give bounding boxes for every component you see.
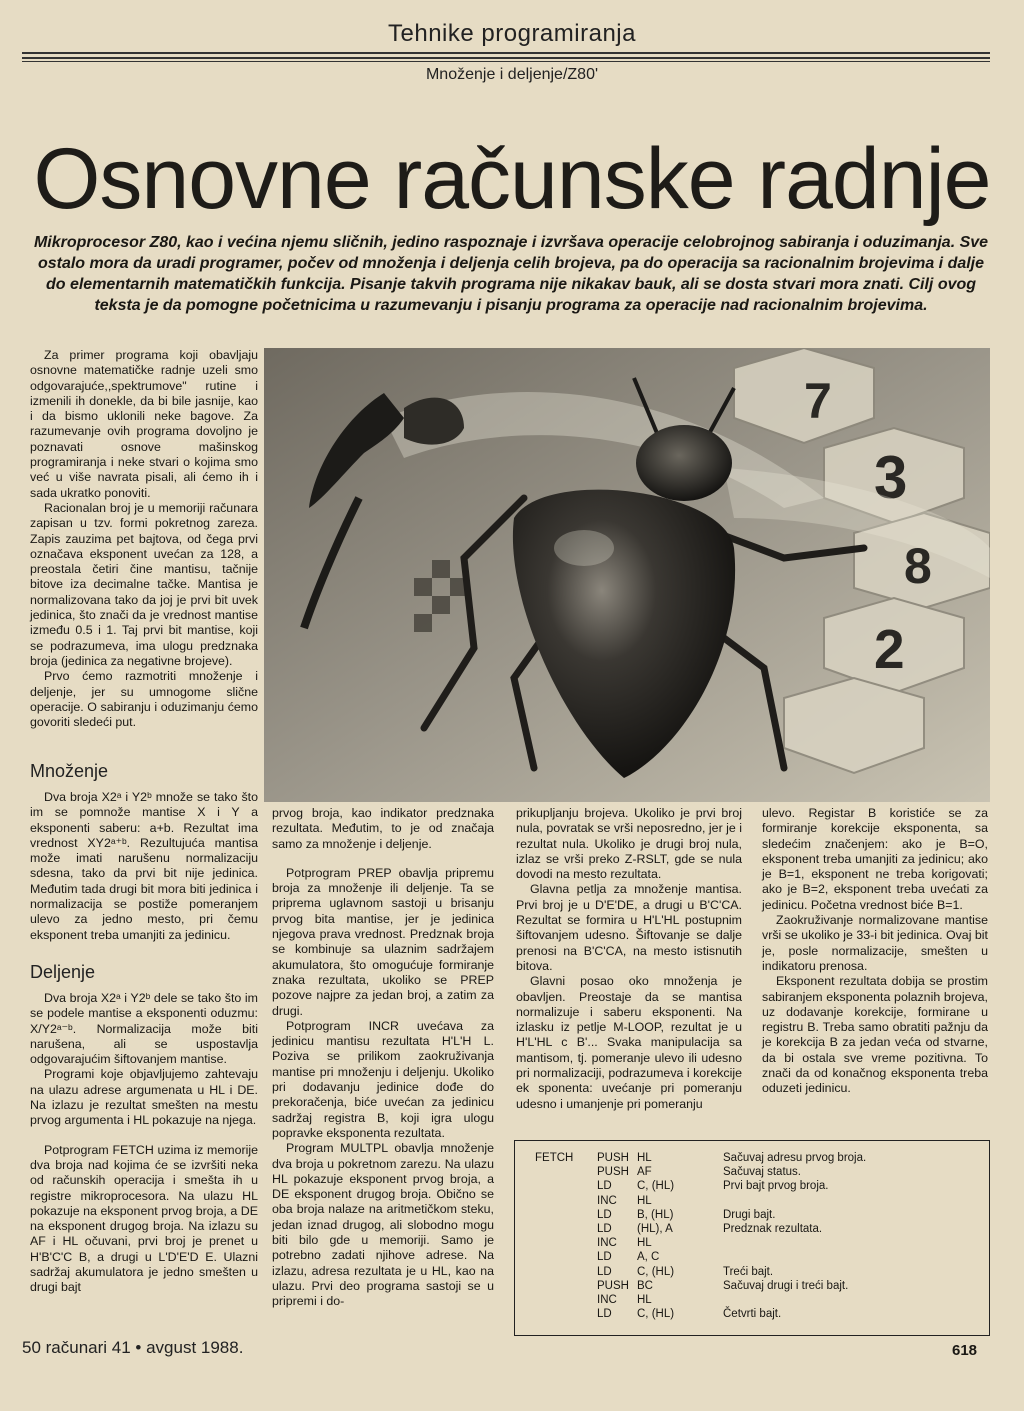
code-listing xyxy=(535,1151,983,1321)
listing-op: LD xyxy=(597,1308,612,1321)
listing-label xyxy=(535,1179,597,1193)
listing-op: PUSH xyxy=(597,1166,629,1179)
listing-comment: Predznak rezultata. xyxy=(723,1223,823,1236)
listing-comment: Prvi bajt prvog broja. xyxy=(723,1180,829,1193)
listing-arg: HL xyxy=(637,1237,652,1250)
listing-row xyxy=(535,1179,983,1193)
listing-label xyxy=(535,1236,597,1250)
section-title: Tehnike programiranja xyxy=(388,20,636,47)
footer-issue: 50 računari 41 • avgust 1988. xyxy=(22,1338,244,1357)
paragraph: Dva broja X2ᵃ i Y2ᵇ dele se tako što im se podele mantise a eksponenti oduzmu: X/Y2ᵃ⁻ᵇ. Normalizacija može biti narušena, ali se uspostavlja odgovarajućim šiftovanjem mantise. xyxy=(30,991,258,1067)
listing-comment xyxy=(723,1293,983,1307)
column-1-upper xyxy=(30,348,258,730)
listing-arg: HL xyxy=(637,1294,652,1307)
column-3 xyxy=(516,806,742,1112)
paragraph: prikupljanju brojeva. Ukoliko je prvi broj nula, povratak se vrši neposredno, jer je i rezultat nula. Ukoliko je drugi broj nula, izlaz se vrši preko Z-RSLT, gde se nula dovodi na mesto rezultata. xyxy=(516,806,742,882)
listing-label xyxy=(535,1208,597,1222)
listing-label xyxy=(535,1222,597,1236)
listing-row xyxy=(535,1208,983,1222)
listing-op: PUSH xyxy=(597,1279,629,1292)
header-rule-middle xyxy=(22,57,990,59)
paragraph: prvog broja, kao indikator predznaka rezultata. Međutim, to je od značaja samo za množenje i deljenje. xyxy=(272,806,494,851)
paragraph: Potprogram FETCH uzima iz memorije dva broja nad kojima će se izvršiti neka od računskih operacija i smešta ih u registre mikroprocesora. Na ulazu HL pokazuje na eksponent prvog broja, a DE na eksponent drugog broja. Na izlazu su AF i HL očuvani, prvi broj je prenet u H'B'C'C B, a drugi u L'D'E'D E. Ulazni sadržaj akumulatora je jedno smešten u drugi bajt xyxy=(30,1142,258,1295)
listing-row xyxy=(535,1222,983,1236)
article-title: Osnovne računske radnje xyxy=(33,131,991,227)
svg-text:3: 3 xyxy=(874,444,908,511)
listing-row xyxy=(535,1151,983,1165)
listing-op: INC xyxy=(597,1194,617,1207)
listing-arg: C, (HL) xyxy=(637,1308,675,1321)
section-subtitle: Množenje i deljenje/Z80' xyxy=(425,66,599,83)
svg-text:7: 7 xyxy=(804,373,832,429)
paragraph: ulevo. Registar B koristiće se za formiranje korekcije eksponenta, sa sledećim značenjem: ako je B=O, eksponent treba umanjiti za jedinicu; ako je B=1, eksponent ne treba korigovati; ako je B=2, eksponent treba uvećati za jedinicu. Početna vrednost biće B=1. xyxy=(762,806,988,912)
code-listing-box xyxy=(514,1140,990,1336)
lead-paragraph: Mikroprocesor Z80, kao i većina njemu sličnih, jedino raspoznaje i izvršava operacije celobrojnog sabiranja i oduzimanja. Sve ostalo mora da uradi programer, počev od množenja i deljenja celih brojeva, pa do operacija sa racionalnim brojevima i dalje do elementarnih matematičkih funkcija. Pisanje takvih programa nije nikakav bauk, ali se dosta stvari mora znati. Cilj ovog teksta je da pomogne početnicima u razumevanju i pisanju programa za operacije nad racionalnim brojevima. xyxy=(33,234,989,314)
paragraph: Za primer programa koji obavljaju osnovne matematičke radnje uzeli smo odgovarajuće,,spektrumove" rutine i izmenili ih donekle, da bi bile jasnije, kao i da bismo uklonili neke bagove. Za razumevanje ovih programa dovoljno je poznavati osnove mašinskog programiranja i neke stvari o kojima smo već u više navrata pisali, ali ćemo ih i sada ukratko ponoviti. xyxy=(30,348,258,500)
listing-label xyxy=(535,1250,597,1264)
column-1-multiplication xyxy=(30,790,258,943)
listing-label xyxy=(535,1293,597,1307)
listing-op: LD xyxy=(597,1180,612,1193)
listing-label xyxy=(535,1265,597,1279)
listing-label xyxy=(535,1307,597,1321)
listing-arg: C, (HL) xyxy=(637,1180,675,1193)
listing-comment: Drugi bajt. xyxy=(723,1208,776,1221)
listing-label xyxy=(535,1165,597,1179)
paragraph: Glavni posao oko množenja je obavljen. Preostaje da se mantisa normalizuje i saberu eksponenti. Na izlasku iz petlje M-LOOP, rezultat je u H'L'HL c B'... Svaka manipulacija sa mantisom, tj. pomeranje ulevo ili udesno pri normalizaciji, podrazumeva i korekcije ek sponenta: uvećanje pri pomeranju udesno i umanjenje pri pomeranju xyxy=(516,974,742,1111)
listing-comment: Sačuvaj adresu prvog broja. xyxy=(723,1152,867,1164)
paragraph: Prvo ćemo razmotriti množenje i deljenje, jer su umnogome slične operacije. O sabiranju i oduzimanju ćemo govoriti sledeći put. xyxy=(30,669,258,730)
paragraph: Racionalan broj je u memoriji računara zapisan u tzv. formi pokretnog zareza. Zapis zauzima pet bajtova, od čega prvi označava eksponent uvećan za 128, a preostala četiri čine mantisu, tačnije bitove iza decimalne tačke. Mantisa je normalizovana tako da joj je prvi bit uvek jedinica, što znači da je vrednost mantise između 0.5 i 1. Taj prvi bit mantise, koji se podrazumeva, ima ulogu predznaka broja (jedinica za negativne brojeve). xyxy=(30,500,258,668)
listing-label: FETCH xyxy=(535,1152,574,1164)
listing-arg: BC xyxy=(637,1279,653,1292)
listing-op: LD xyxy=(597,1265,612,1278)
listing-comment xyxy=(723,1194,983,1208)
listing-row xyxy=(535,1265,983,1279)
listing-row xyxy=(535,1307,983,1321)
paragraph: Potprogram PREP obavlja pripremu broja za množenje ili deljenje. Ta se priprema uglavnom sastoji u brisanju prvog bita mantise, jer je jedinica njegova prava vrednost. Predznak broja se kombinuje sa ulaznim sadržajem akumulatora, što omogućuje formiranje znaka rezultata, ukoliko se PREP pozove najpre za jedan broj, a zatim za drugi. xyxy=(272,865,494,1018)
listing-arg: HL xyxy=(637,1194,652,1207)
listing-op: LD xyxy=(597,1208,612,1221)
listing-comment: Sačuvaj drugi i treći bajt. xyxy=(723,1279,849,1292)
svg-text:8: 8 xyxy=(904,538,932,594)
listing-row xyxy=(535,1194,983,1208)
listing-op: PUSH xyxy=(597,1152,629,1164)
paragraph: Eksponent rezultata dobija se prostim sabiranjem eksponenta polaznih brojeva, uz dodavanje korekcije, formirane u registru B. Treba samo obratiti pažnju da je korekcija B za jedan veća od stvarne, da bi ostala sve vreme pozitivna. To znači da od konačnog eksponenta treba oduzeti jedinicu. xyxy=(762,974,988,1096)
bee-illustration xyxy=(264,348,990,802)
header-rule-top xyxy=(22,52,990,54)
listing-comment: Četvrti bajt. xyxy=(723,1308,782,1321)
listing-row xyxy=(535,1236,983,1250)
paragraph: Zaokruživanje normalizovane mantise vrši se ukoliko je 33-i bit jedinica. Ovaj bit je, posle normalizacije, smešten u indikatoru prenosa. xyxy=(762,913,988,973)
listing-row xyxy=(535,1279,983,1293)
listing-comment xyxy=(723,1236,983,1250)
heading-division: Deljenje xyxy=(30,962,96,982)
listing-arg: AF xyxy=(637,1166,652,1179)
column-2 xyxy=(272,806,494,1310)
listing-arg: B, (HL) xyxy=(637,1208,674,1221)
listing-row xyxy=(535,1293,983,1307)
svg-text:2: 2 xyxy=(874,618,905,680)
heading-multiplication: Množenje xyxy=(30,761,109,781)
listing-op: INC xyxy=(597,1294,617,1307)
listing-arg: (HL), A xyxy=(637,1223,673,1236)
column-4 xyxy=(762,806,988,1097)
listing-label xyxy=(535,1279,597,1293)
listing-comment: Treći bajt. xyxy=(723,1265,774,1278)
listing-op: LD xyxy=(597,1251,612,1264)
paragraph: Program MULTPL obavlja množenje dva broja u pokretnom zarezu. Na ulazu HL pokazuje eksponent prvog broja, a DE eksponent drugog broja. Obično se oba broja nalaze na aritmetičkom steku, jedan iznad drugog, ali slobodno mogu biti bilo gde u memoriji. Samo je potrebno zadati njihove adrese. Na izlazu, adresa rezultata je u HL, kao na ulazu. Prvi deo programa sastoji se u pripremi i do- xyxy=(272,1141,494,1309)
page-number: 618 xyxy=(952,1342,978,1359)
listing-op: LD xyxy=(597,1223,612,1236)
listing-arg: C, (HL) xyxy=(637,1265,675,1278)
listing-arg: A, C xyxy=(637,1251,660,1264)
paragraph: Programi koje objavljujemo zahtevaju na ulazu adrese argumenata u HL i DE. Na izlazu je rezultat smešten na mestu prvog argumenta i HL pokazuje na njega. xyxy=(30,1067,258,1128)
listing-op: INC xyxy=(597,1237,617,1250)
listing-comment xyxy=(723,1250,983,1264)
listing-arg: HL xyxy=(637,1152,652,1164)
paragraph: Potprogram INCR uvećava za jedinicu mantisu rezultata H'L'H L. Poziva se prilikom zaokruživanja mantise pri množenju i deljenju. Ukoliko pri dodavanju jedinice dođe do prekoračenja, biće uvećan za jedinicu sadržaj registra B, koji igra ulogu popravke eksponenta rezultata. xyxy=(272,1018,494,1140)
listing-comment: Sačuvaj status. xyxy=(723,1166,801,1179)
listing-label xyxy=(535,1194,597,1208)
listing-row xyxy=(535,1250,983,1264)
listing-row xyxy=(535,1165,983,1179)
paragraph: Dva broja X2ᵃ i Y2ᵇ množe se tako što im se pomnože mantise X i Y a eksponenti saberu: a+b. Rezultat ima vrednost XY2ᵃ⁺ᵇ. Rezultujuća mantisa može imati narušenu normalizaciju sdesna, tako da prvi bit nije jedinica. Međutim tada drugi bit mora biti jedinica i normalizacija se postiže pomeranjem ulevo za jedno mesto, pri čemu eksponent treba umanjiti za jedinicu. xyxy=(30,790,258,942)
header-rule-bottom xyxy=(22,61,990,62)
column-1-division xyxy=(30,991,258,1296)
paragraph: Glavna petlja za množenje mantisa. Prvi broj je u D'E'DE, a drugi u B'C'CA. Rezultat se formira u H'L'HL postupnim šiftovanjem udesno. Šiftovanje se dalje prenosi na B'C'CA, na mesto istisnutih bitova. xyxy=(516,882,742,973)
